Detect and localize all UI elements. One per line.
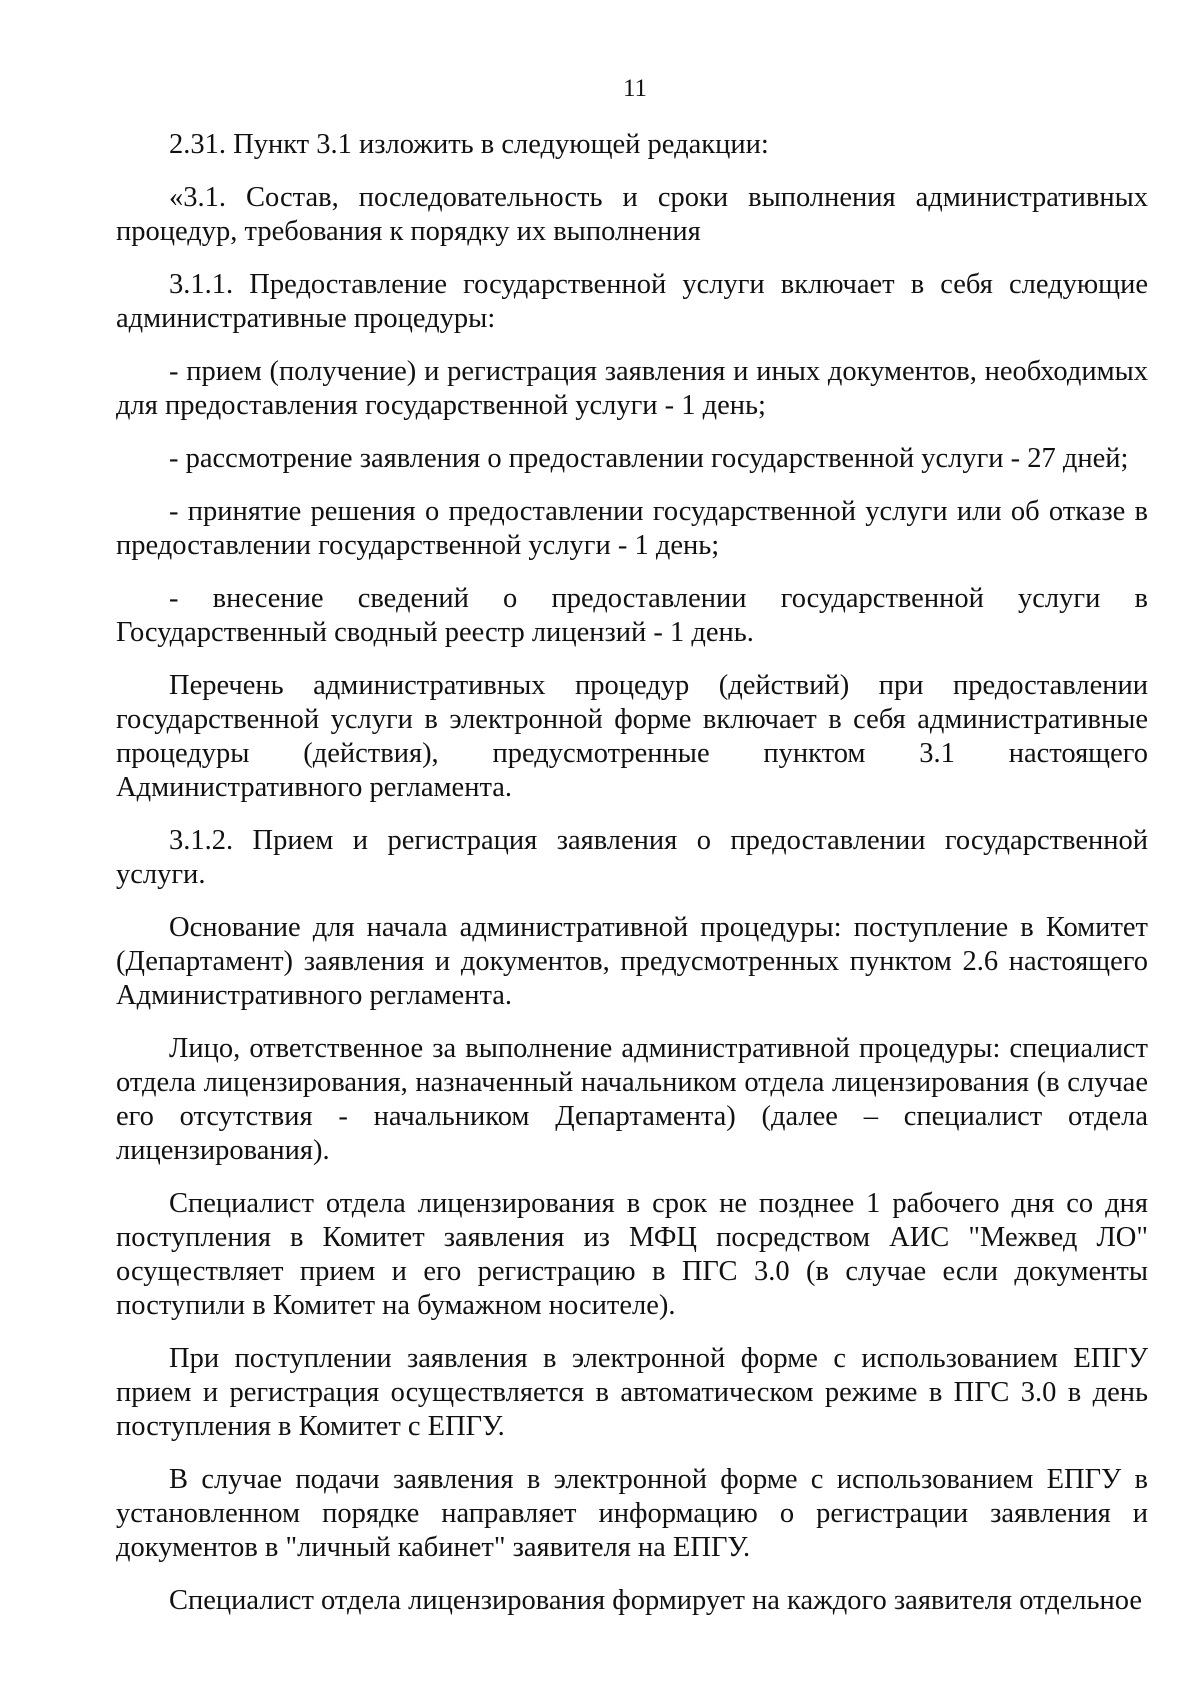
paragraph-3-1-2: 3.1.2. Прием и регистрация заявления о предоставлении государственной услуги. [116, 825, 1148, 890]
page-number: 11 [622, 75, 648, 102]
list-item-reception: - прием (получение) и регистрация заявления и иных документов, необходимых для предоставления государственной услуги - 1 день; [116, 356, 1148, 421]
paragraph-electronic-submission: При поступлении заявления в электронной форме с использованием ЕПГУ прием и регистрация осуществляется в автоматическом режиме в ПГС 3.0 в день поступления в Комитет с ЕПГУ. [116, 1343, 1148, 1442]
paragraph-section-heading: «3.1. Состав, последовательность и сроки выполнения административных процедур, требования к порядку их выполнения [116, 182, 1148, 247]
paragraph-epgu-notification: В случае подачи заявления в электронной форме с использованием ЕПГУ в установленном порядке направляет информацию о регистрации заявления и документов в "личный кабинет" заявителя на ЕПГУ. [116, 1464, 1148, 1563]
document-body [116, 128, 1148, 1637]
list-item-registry: - внесение сведений о предоставлении государственной услуги в Государственный сводный реестр лицензий - 1 день. [116, 583, 1148, 648]
paragraph-3-1-1: 3.1.1. Предоставление государственной услуги включает в себя следующие административные процедуры: [116, 269, 1148, 334]
paragraph-specialist-deadline: Специалист отдела лицензирования в срок не позднее 1 рабочего дня со дня поступления в Комитет заявления из МФЦ посредством АИС "Межвед ЛО" осуществляет прием и его регистрацию в ПГС 3.0 (в случае если документы поступили в Комитет на бумажном носителе). [116, 1188, 1148, 1321]
paragraph-amendment-intro: 2.31. Пункт 3.1 изложить в следующей редакции: [169, 129, 769, 160]
list-item-review: - рассмотрение заявления о предоставлении государственной услуги - 27 дней; [169, 443, 1129, 474]
paragraph-electronic-procedures: Перечень административных процедур (действий) при предоставлении государственной услуги в электронной форме включает в себя административные процедуры (действия), предусмотренные пунктом 3.1 настоящего Административного регламента. [116, 670, 1148, 803]
paragraph-basis: Основание для начала административной процедуры: поступление в Комитет (Департамент) заявления и документов, предусмотренных пунктом 2.6 настоящего Административного регламента. [116, 912, 1148, 1011]
paragraph-specialist-forms: Специалист отдела лицензирования формирует на каждого заявителя отдельное [169, 1585, 1143, 1616]
paragraph-responsible-person: Лицо, ответственное за выполнение административной процедуры: специалист отдела лицензирования, назначенный начальником отдела лицензирования (в случае его отсутствия - начальником Департамента) (далее – специалист отдела лицензирования). [116, 1033, 1148, 1166]
list-item-decision: - принятие решения о предоставлении государственной услуги или об отказе в предоставлении государственной услуги - 1 день; [116, 496, 1148, 561]
